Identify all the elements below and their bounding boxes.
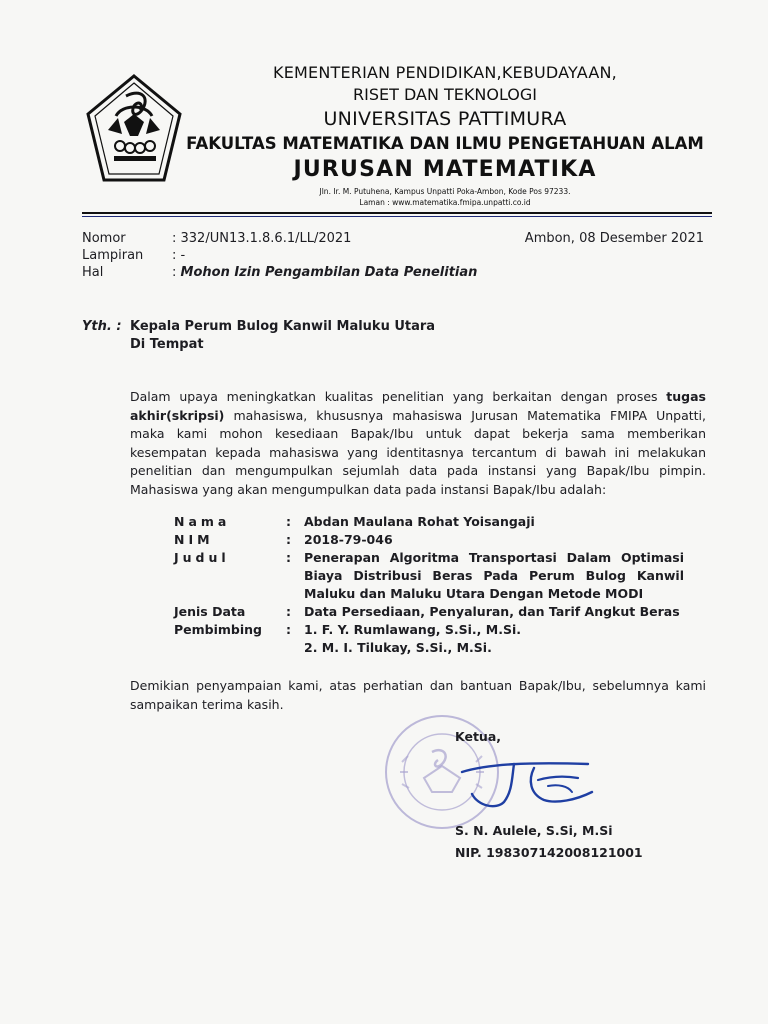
university-emblem-icon xyxy=(86,74,182,184)
addressee-line-2: Di Tempat xyxy=(130,337,204,352)
signatory-name: S. N. Aulele, S.Si, M.Si xyxy=(455,823,613,838)
closing-paragraph: Demikian penyampaian kami, atas perhatian dan bantuan Bapak/Ibu, sebelumnya kami sampaikan terima kasih. xyxy=(130,678,706,712)
colon: : xyxy=(286,550,291,565)
addressee-label: Yth. : xyxy=(82,319,122,334)
lampiran-row xyxy=(82,247,477,264)
spacer xyxy=(174,639,286,657)
letterhead xyxy=(180,62,710,208)
hal-row xyxy=(82,264,477,281)
judul-label: Judul xyxy=(174,550,230,565)
spacer xyxy=(286,639,304,657)
pembimbing-2: 2. M. I. Tilukay, S.Si., M.Si. xyxy=(304,640,492,655)
university-name: UNIVERSITAS PATTIMURA xyxy=(323,108,567,130)
lampiran-label: Lampiran xyxy=(82,248,144,263)
address-line: Jln. Ir. M. Putuhena, Kampus Unpatti Poka-Ambon, Kode Pos 97233. xyxy=(319,187,571,196)
detail-row-pembimbing-2 xyxy=(174,639,684,657)
nim-value: 2018-79-046 xyxy=(304,532,393,547)
detail-row-nim xyxy=(174,531,684,549)
ministry-line: KEMENTERIAN PENDIDIKAN,KEBUDAYAAN, xyxy=(273,63,617,82)
letter-date: Ambon, 08 Desember 2021 xyxy=(524,231,704,246)
nama-label: Nama xyxy=(174,514,231,529)
colon: : xyxy=(286,604,291,619)
pembimbing-label: Pembimbing xyxy=(174,622,263,637)
jenis-data-label: Jenis Data xyxy=(174,604,246,619)
letterhead-divider xyxy=(82,212,712,214)
handwritten-signature-icon xyxy=(448,752,608,812)
detail-row-nama xyxy=(174,513,684,531)
jenis-data-value: Data Persediaan, Penyaluran, dan Tarif Angkut Beras xyxy=(304,604,680,619)
signatory-nip: NIP. 198307142008121001 xyxy=(455,845,643,860)
body-text-c: mahasiswa, khususnya mahasiswa Jurusan Matematika FMIPA Unpatti, maka kami mohon kesediaan Bapak/Ibu untuk dapat bekerja sama memberikan kesempatan kepada mahasiswa yang identitasnya tercantum di bawah ini melakukan penelitian dan mengumpulkan sejumlah data pada instansi yang Bapak/Ibu pimpin. Mahasiswa yang akan mengumpulkan data pada instansi Bapak/Ibu adalah: xyxy=(130,407,706,497)
colon: : xyxy=(286,514,291,529)
addressee-line-1: Kepala Perum Bulog Kanwil Maluku Utara xyxy=(130,319,436,334)
detail-row-pembimbing xyxy=(174,621,684,639)
signatory-title: Ketua, xyxy=(455,729,502,744)
colon: : xyxy=(286,622,291,637)
addressee-body xyxy=(130,318,450,354)
nomor-label: Nomor xyxy=(82,231,126,246)
body-text-emphasis: tugas akhir(skripsi) xyxy=(130,389,706,423)
hal-label: Hal xyxy=(82,265,104,280)
detail-row-jenis-data xyxy=(174,603,684,621)
hal-value: Mohon Izin Pengambilan Data Penelitian xyxy=(180,265,478,280)
pembimbing-1: 1. F. Y. Rumlawang, S.Si., M.Si. xyxy=(304,622,521,637)
nomor-value: : 332/UN13.1.8.6.1/LL/2021 xyxy=(172,231,352,246)
body-text-a: Dalam upaya meningkatkan kualitas penelitian yang berkaitan dengan proses xyxy=(130,389,667,404)
letter-meta xyxy=(82,230,477,281)
lampiran-value: : - xyxy=(172,248,186,263)
judul-value: Penerapan Algoritma Transportasi Dalam Optimasi Biaya Distribusi Beras Pada Perum Bulog Kanwil Maluku dan Maluku Utara Dengan Metode MODI xyxy=(304,550,684,601)
letterhead-divider-thin xyxy=(82,216,712,217)
ministry-line-2: RISET DAN TEKNOLOGI xyxy=(353,85,537,104)
faculty-name: FAKULTAS MATEMATIKA DAN ILMU PENGETAHUAN ALAM xyxy=(186,134,704,153)
detail-row-judul xyxy=(174,549,684,603)
signatory-block xyxy=(455,820,643,864)
department-name: JURUSAN MATEMATIKA xyxy=(293,157,597,182)
hal-colon: : xyxy=(172,265,181,280)
nomor-row xyxy=(82,230,477,247)
website-line: Laman : www.matematika.fmipa.unpatti.co.id xyxy=(359,198,531,207)
nim-label: NIM xyxy=(174,532,214,547)
nama-value: Abdan Maulana Rohat Yoisangaji xyxy=(304,514,535,529)
student-details xyxy=(174,513,684,657)
body-paragraph xyxy=(130,388,706,499)
colon: : xyxy=(286,532,291,547)
